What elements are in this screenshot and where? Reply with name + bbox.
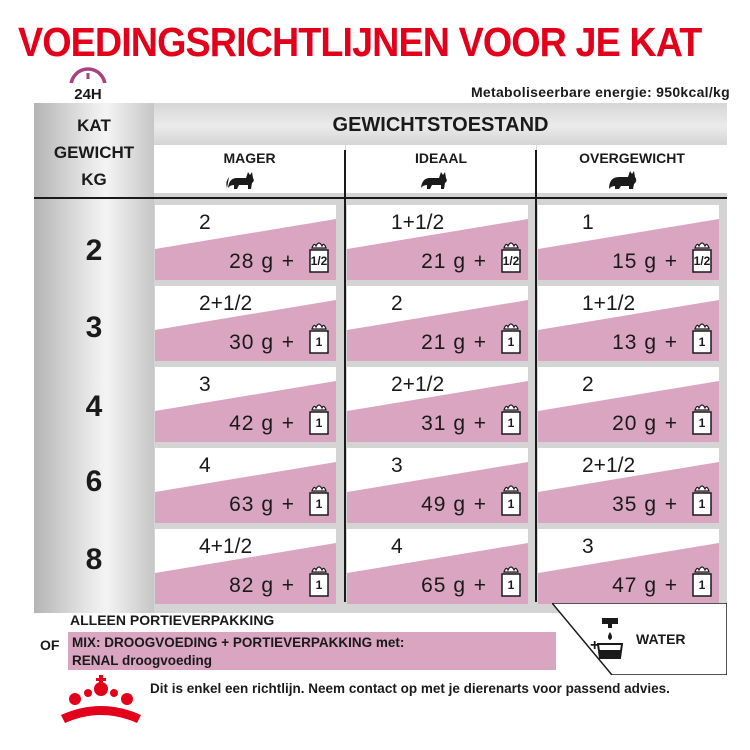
plus-sign: + bbox=[281, 412, 294, 435]
grams-value: 47 g bbox=[612, 574, 657, 597]
feeding-cell bbox=[538, 286, 719, 361]
pouch-count: 2 bbox=[582, 373, 594, 396]
pouch-count: 1+1/2 bbox=[582, 292, 636, 315]
pouch-icon bbox=[308, 479, 330, 517]
plus-sign: + bbox=[664, 412, 677, 435]
cat-icon bbox=[225, 168, 257, 192]
pouch-icon bbox=[691, 236, 713, 274]
weight-value: 8 bbox=[85, 543, 103, 576]
feeding-cell bbox=[155, 205, 336, 280]
pouch-count: 2 bbox=[391, 292, 403, 315]
feeding-cell bbox=[538, 529, 719, 604]
feeding-cell bbox=[347, 448, 528, 523]
grams-value: 42 g bbox=[229, 412, 274, 435]
column-header-mager: MAGER bbox=[223, 150, 276, 166]
feeding-cell bbox=[347, 529, 528, 604]
svg-text:+: + bbox=[590, 637, 600, 654]
water-bowl-icon bbox=[588, 616, 628, 664]
pouch-icon bbox=[500, 479, 522, 517]
feeding-cell bbox=[155, 448, 336, 523]
weight-value: 6 bbox=[85, 465, 103, 498]
grams-value: 13 g bbox=[612, 331, 657, 354]
pouch-icon bbox=[308, 398, 330, 436]
plus-sign: + bbox=[664, 493, 677, 516]
feeding-cell bbox=[538, 448, 719, 523]
column-divider bbox=[535, 150, 537, 602]
pouch-icon bbox=[308, 317, 330, 355]
plus-sign: + bbox=[664, 574, 677, 597]
feeding-cell bbox=[155, 367, 336, 442]
grams-value: 28 g bbox=[229, 250, 274, 273]
pouch-portion: 1/2 bbox=[502, 254, 520, 268]
grams-value: 31 g bbox=[421, 412, 466, 435]
pouch-portion: 1 bbox=[507, 497, 515, 511]
water-label: WATER bbox=[636, 631, 686, 647]
plus-sign: + bbox=[473, 331, 486, 354]
feeding-cell bbox=[538, 205, 719, 280]
plus-sign: + bbox=[473, 250, 486, 273]
pouch-portion: 1/2 bbox=[693, 254, 711, 268]
pouch-portion: 1 bbox=[698, 416, 706, 430]
weight-header bbox=[34, 112, 154, 193]
pouch-count: 2+1/2 bbox=[391, 373, 445, 396]
weight-value: 4 bbox=[85, 390, 103, 423]
pouch-icon bbox=[500, 398, 522, 436]
energy-info: Metaboliseerbare energie: 950kcal/kg bbox=[470, 84, 730, 100]
plus-sign: + bbox=[664, 250, 677, 273]
pouch-icon bbox=[500, 317, 522, 355]
plus-sign: + bbox=[281, 331, 294, 354]
plus-sign: + bbox=[473, 493, 486, 516]
pouch-count: 3 bbox=[391, 454, 403, 477]
pouch-count: 4 bbox=[199, 454, 211, 477]
pouch-icon bbox=[691, 317, 713, 355]
pouch-icon bbox=[691, 479, 713, 517]
cat-icon bbox=[418, 168, 450, 192]
weight-value: 3 bbox=[85, 311, 103, 344]
header-divider bbox=[34, 197, 727, 199]
grams-value: 20 g bbox=[612, 412, 657, 435]
plus-sign: + bbox=[473, 412, 486, 435]
page-title: VOEDINGSRICHTLIJNEN VOOR JE KAT bbox=[18, 19, 702, 65]
pouch-icon bbox=[500, 560, 522, 598]
weight-header-line3: KG bbox=[81, 170, 107, 189]
feeding-cell bbox=[155, 286, 336, 361]
feeding-cell bbox=[347, 205, 528, 280]
legend-mix-line2: RENAL droogvoeding bbox=[72, 653, 212, 668]
pouch-count: 1 bbox=[582, 211, 594, 234]
weight-value: 2 bbox=[85, 234, 103, 267]
column-header-ideaal: IDEAAL bbox=[414, 150, 468, 166]
pouch-icon bbox=[691, 398, 713, 436]
grams-value: 30 g bbox=[229, 331, 274, 354]
pouch-portion: 1 bbox=[507, 578, 515, 592]
grams-value: 35 g bbox=[612, 493, 657, 516]
pouch-count: 3 bbox=[582, 535, 594, 558]
pouch-count: 4 bbox=[391, 535, 403, 558]
weight-header-line2: GEWICHT bbox=[53, 143, 135, 162]
pouch-count: 2+1/2 bbox=[199, 292, 253, 315]
pouch-portion: 1 bbox=[698, 335, 706, 349]
pouch-count: 3 bbox=[199, 373, 211, 396]
feeding-cell bbox=[347, 286, 528, 361]
pouch-portion: 1 bbox=[698, 497, 706, 511]
feeding-cell bbox=[347, 367, 528, 442]
pouch-count: 4+1/2 bbox=[199, 535, 253, 558]
feeding-cell bbox=[155, 529, 336, 604]
royal-canin-crown-logo bbox=[55, 667, 147, 729]
grams-value: 21 g bbox=[421, 331, 466, 354]
pouch-icon bbox=[308, 236, 330, 274]
pouch-portion: 1 bbox=[315, 497, 323, 511]
grams-value: 63 g bbox=[229, 493, 274, 516]
clock-label: 24H bbox=[74, 86, 102, 103]
disclaimer: Dit is enkel een richtlijn. Neem contact op met je dierenarts voor passend advies. bbox=[150, 681, 670, 696]
cat-icon bbox=[607, 168, 639, 192]
plus-sign: + bbox=[473, 574, 486, 597]
feeding-cell bbox=[538, 367, 719, 442]
legend-or: OF bbox=[40, 637, 60, 653]
pouch-portion: 1 bbox=[507, 416, 515, 430]
grams-value: 82 g bbox=[229, 574, 274, 597]
pouch-icon bbox=[308, 560, 330, 598]
plus-sign: + bbox=[664, 331, 677, 354]
legend-pouch-only: ALLEEN PORTIEVERPAKKING bbox=[70, 612, 275, 628]
pouch-portion: 1 bbox=[315, 416, 323, 430]
pouch-count: 1+1/2 bbox=[391, 211, 445, 234]
condition-title: GEWICHTSTOESTAND bbox=[332, 114, 549, 136]
legend-mix-line1: MIX: DROOGVOEDING + PORTIEVERPAKKING met: bbox=[72, 635, 405, 650]
grams-value: 21 g bbox=[421, 250, 466, 273]
pouch-count: 2+1/2 bbox=[582, 454, 636, 477]
pouch-icon bbox=[691, 560, 713, 598]
pouch-portion: 1 bbox=[315, 335, 323, 349]
grams-value: 65 g bbox=[421, 574, 466, 597]
pouch-portion: 1 bbox=[698, 578, 706, 592]
pouch-portion: 1 bbox=[315, 578, 323, 592]
pouch-portion: 1 bbox=[507, 335, 515, 349]
grams-value: 15 g bbox=[612, 250, 657, 273]
column-header-overgewicht: OVERGEWICHT bbox=[579, 150, 685, 166]
grams-value: 49 g bbox=[421, 493, 466, 516]
clock-icon bbox=[58, 66, 118, 106]
plus-sign: + bbox=[281, 493, 294, 516]
pouch-portion: 1/2 bbox=[310, 254, 328, 268]
plus-sign: + bbox=[281, 574, 294, 597]
pouch-icon bbox=[500, 236, 522, 274]
plus-sign: + bbox=[281, 250, 294, 273]
column-divider bbox=[344, 150, 346, 602]
weight-header-line1: KAT bbox=[77, 116, 111, 135]
pouch-count: 2 bbox=[199, 211, 211, 234]
